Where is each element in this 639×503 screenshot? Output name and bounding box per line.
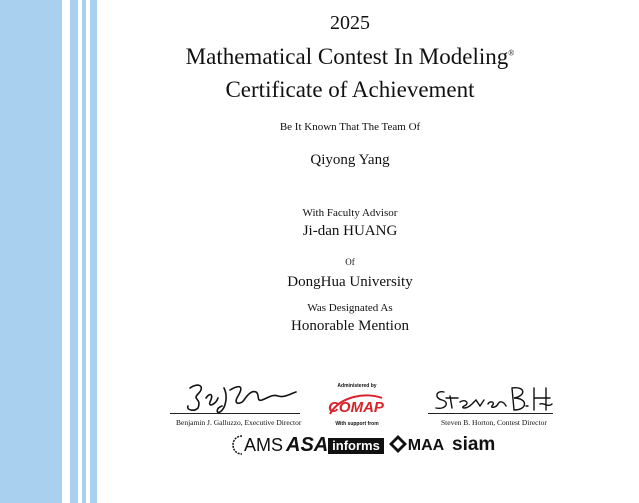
- comap-logo: [326, 390, 386, 420]
- sponsor-logos: [228, 432, 508, 458]
- contest-title: Mathematical Contest In Modeling®: [185, 44, 515, 69]
- registered-mark: ®: [508, 48, 515, 58]
- designated-label: Was Designated As: [307, 302, 393, 314]
- stripe-thin: [82, 0, 86, 503]
- team-member-name: Qiyong Yang: [310, 152, 390, 168]
- certificate-title: Certificate of Achievement: [225, 77, 475, 102]
- right-signature-line: [428, 413, 553, 414]
- contest-director-signature: [430, 382, 554, 416]
- award-name: Honorable Mention: [291, 318, 409, 334]
- advisor-name: Ji-dan HUANG: [302, 223, 398, 239]
- administered-by-label: Administered by: [337, 383, 377, 389]
- certificate-year: 2025: [330, 12, 370, 34]
- stripe-narrow: [90, 0, 97, 503]
- university-name: DongHua University: [287, 274, 413, 290]
- asa-logo: ASA: [286, 434, 329, 456]
- of-label: Of: [345, 257, 355, 267]
- maa-logo: [388, 432, 446, 458]
- comap-wordmark: COMAP: [328, 399, 384, 416]
- siam-logo: siam: [452, 434, 496, 455]
- decorative-stripes: [0, 0, 100, 503]
- executive-director-signature: [172, 380, 302, 416]
- ams-logo: AMS: [228, 432, 284, 458]
- executive-director-name: Benjamin J. Galluzzo, Executive Director: [176, 418, 302, 427]
- advisor-label: With Faculty Advisor: [302, 207, 398, 219]
- maa-wordmark: MAA: [407, 437, 445, 454]
- support-label: With support from: [335, 421, 379, 427]
- informs-wordmark: informs: [332, 438, 380, 453]
- left-signature-line: [170, 413, 300, 414]
- contest-director-name: Steven B. Horton, Contest Director: [441, 418, 547, 427]
- stripe-wide: [0, 0, 62, 503]
- stripe-medium: [70, 0, 78, 503]
- ams-emblem-icon: [228, 432, 244, 458]
- informs-logo: [328, 432, 384, 458]
- known-line: Be It Known That The Team Of: [279, 121, 421, 133]
